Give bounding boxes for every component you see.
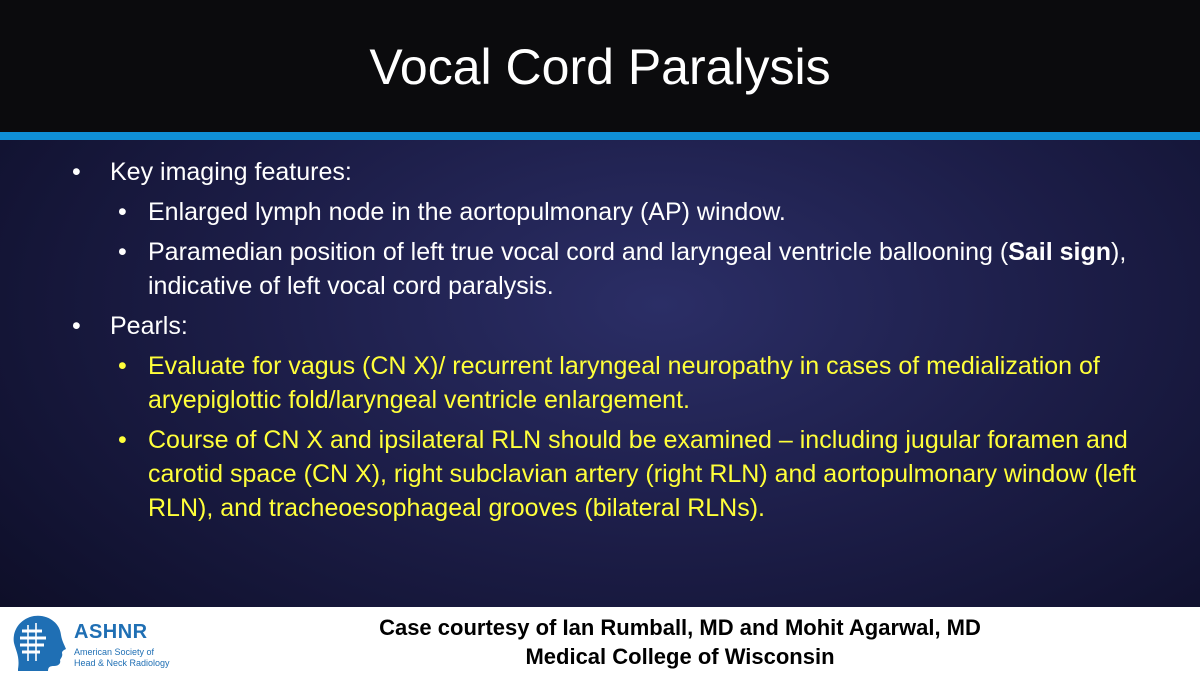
bullet-text: Course of CN X and ipsilateral RLN should be examined – including jugular foramen and carotid space (CN X), right subclavian artery (right RLN) and aortopulmonary window (left RLN), and tracheoesophageal grooves (bilateral RLNs). — [148, 426, 1136, 522]
credit-authors: Case courtesy of Ian Rumball, MD and Mohit Agarwal, MD — [379, 615, 981, 640]
bullet-dot: • — [72, 158, 81, 186]
title-divider — [0, 132, 1200, 140]
bullet-list — [0, 155, 1200, 531]
bullet-text: Evaluate for vagus (CN X)/ recurrent laryngeal neuropathy in cases of medialization of aryepiglottic fold/laryngeal ventricle enlargement. — [148, 352, 1100, 414]
logo-subtitle-line2: Head & Neck Radiology — [74, 658, 170, 668]
bullet-dot: • — [118, 426, 127, 454]
bullet-paramedian — [0, 235, 1148, 303]
bullet-lymph-node — [0, 195, 1148, 229]
sail-sign-term: Sail sign — [1008, 238, 1112, 266]
bullet-pearls — [0, 309, 1110, 343]
bullet-text-pre: Paramedian position of left true vocal cord and laryngeal ventricle ballooning ( — [148, 238, 1009, 266]
bullet-dot: • — [118, 238, 127, 266]
bullet-dot: • — [72, 312, 81, 340]
logo-subtitle — [74, 647, 184, 669]
head-profile-icon — [8, 611, 68, 673]
logo-name: ASHNR — [74, 621, 148, 643]
bullet-course-cn-x — [0, 423, 1148, 525]
case-credit — [230, 613, 1130, 671]
bullet-key-imaging — [0, 155, 1110, 189]
slide-title: Vocal Cord Paralysis — [369, 39, 831, 95]
bullet-text: Enlarged lymph node in the aortopulmonary (AP) window. — [148, 198, 786, 226]
bullet-dot: • — [118, 352, 127, 380]
ashnr-logo — [8, 611, 178, 673]
bullet-text: Key imaging features: — [110, 158, 352, 186]
bullet-dot: • — [118, 198, 127, 226]
bullet-text: Pearls: — [110, 312, 188, 340]
logo-subtitle-line1: American Society of — [74, 647, 155, 657]
bullet-evaluate-vagus — [0, 349, 1148, 417]
bullet-text-post: ), indicative of left vocal cord paralysis. — [148, 238, 1127, 300]
title-area — [0, 0, 1200, 132]
footer — [0, 607, 1200, 677]
credit-institution: Medical College of Wisconsin — [525, 644, 835, 669]
